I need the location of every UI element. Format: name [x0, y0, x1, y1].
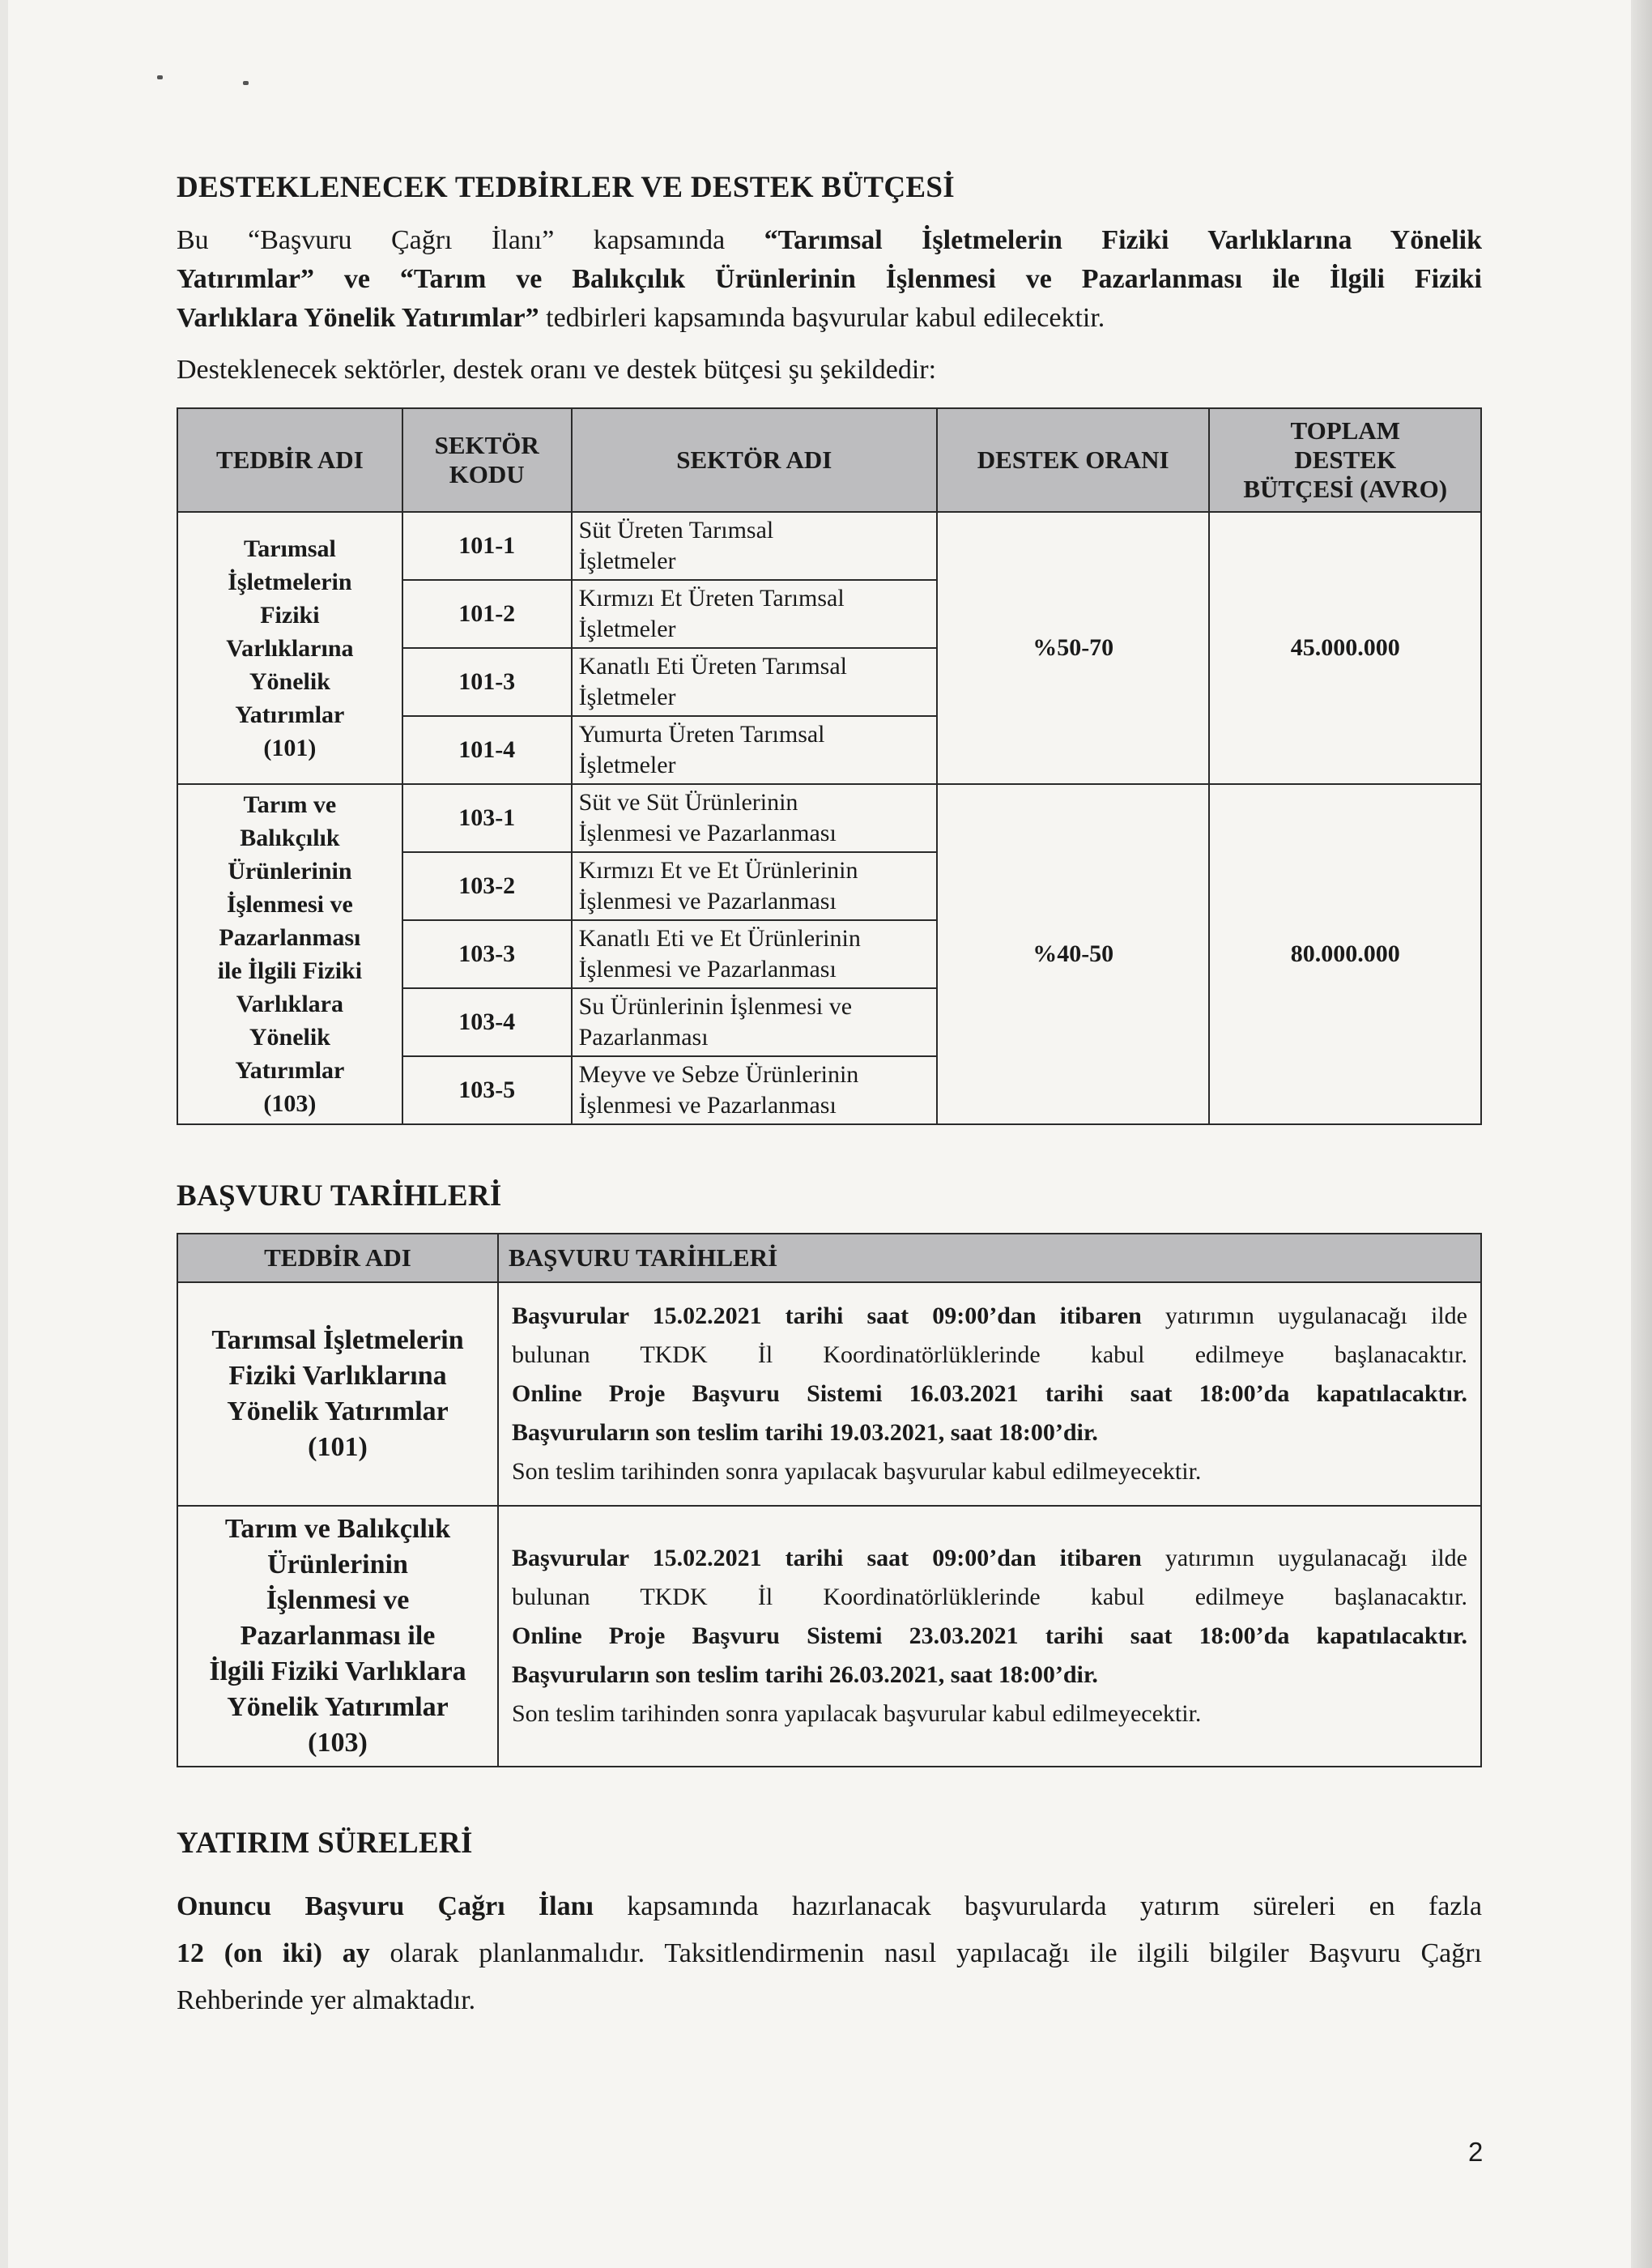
intro-text: Bu “Başvuru Çağrı İlanı” kapsamında [177, 225, 764, 255]
sector-name [572, 988, 937, 1056]
tedbir-name-line: Yönelik Yatırımlar [227, 1396, 449, 1426]
tedbir-name-line: (103) [308, 1728, 368, 1758]
intro-paragraph [177, 221, 1482, 338]
table-row [177, 1282, 1481, 1506]
scan-speck [243, 81, 249, 85]
sector-code: 103-3 [402, 920, 572, 988]
dates-line [512, 1297, 1467, 1336]
dates-line: bulunan TKDK İl Koordinatörlüklerinde kabul edilmeye başlanacaktır. [512, 1584, 1467, 1610]
sector-name [572, 580, 937, 648]
paragraph-text: olarak planlanmalıdır. Taksitlendirmenin nasıl yapılacağı ile ilgili bilgiler Başvuru Çağrı [369, 1938, 1483, 1968]
budget-103: 80.000.000 [1209, 784, 1481, 1124]
tedbir-name-101 [177, 1282, 498, 1506]
sector-name-line: İşlenmesi ve Pazarlanması [578, 820, 837, 846]
dates-line: Online Proje Başvuru Sistemi 23.03.2021 tarihi saat 18:00’da kapatılacaktır. [512, 1622, 1467, 1649]
tedbir-name-line: Balıkçılık [240, 825, 340, 851]
sector-name-line: Pazarlanması [578, 1024, 709, 1051]
sector-name-line: İşlenmesi ve Pazarlanması [578, 888, 837, 914]
section-title-tedbirler: DESTEKLENECEK TEDBİRLER VE DESTEK BÜTÇESİ [177, 171, 955, 204]
sector-code: 103-5 [402, 1056, 572, 1124]
paragraph-text: kapsamında hazırlanacak başvurularda yatırım süreleri en fazla [593, 1891, 1483, 1921]
application-dates-101 [498, 1282, 1481, 1506]
sector-name-line: Süt Üreten Tarımsal [578, 517, 774, 544]
dates-line: bulunan TKDK İl Koordinatörlüklerinde kabul edilmeye başlanacaktır. [512, 1341, 1467, 1368]
sector-name [572, 648, 937, 716]
sector-name-line: Kanatlı Eti ve Et Ürünlerinin [578, 925, 861, 952]
header-tedbir-adi: TEDBİR ADI [177, 408, 402, 512]
table-header-row [177, 408, 1481, 512]
tedbir-name-line: Tarım ve [243, 791, 337, 818]
application-dates-103 [498, 1506, 1481, 1767]
sector-code: 103-1 [402, 784, 572, 852]
header-text: SEKTÖR [434, 431, 539, 459]
page-number: 2 [1468, 2137, 1484, 2167]
dates-line [512, 1539, 1467, 1578]
sector-name-line: Kırmızı Et ve Et Ürünlerinin [578, 857, 858, 884]
dates-line: Başvuruların son teslim tarihi 19.03.2021, saat 18:00’dir. [512, 1419, 1098, 1446]
sector-name-line: Su Ürünlerinin İşlenmesi ve [578, 993, 853, 1020]
tedbir-name-101 [177, 512, 402, 784]
sector-code: 103-4 [402, 988, 572, 1056]
sector-name [572, 784, 937, 852]
header-destek-orani: DESTEK ORANI [937, 408, 1210, 512]
tedbir-name-line: ile İlgili Fiziki [217, 957, 363, 984]
sector-name [572, 1056, 937, 1124]
dates-line: Son teslim tarihinden sonra yapılacak başvurular kabul edilmeyecektir. [512, 1700, 1202, 1727]
tedbir-name-103 [177, 1506, 498, 1767]
header-tedbir-adi: TEDBİR ADI [177, 1234, 498, 1282]
sector-name-line: Kırmızı Et Üreten Tarımsal [578, 585, 845, 612]
tedbir-name-line: Yatırımlar [235, 1057, 345, 1084]
table-lead-text: Desteklenecek sektörler, destek oranı ve destek bütçesi şu şekildedir: [177, 355, 937, 385]
tedbir-name-line: Yönelik Yatırımlar [227, 1692, 449, 1722]
tedbir-name-line: Yönelik [249, 667, 330, 695]
sector-name-line: Kanatlı Eti Üreten Tarımsal [578, 653, 847, 680]
section-title-yatirim-sureleri: YATIRIM SÜRELERİ [177, 1827, 473, 1860]
sector-name-line: İşletmeler [578, 752, 676, 778]
header-sektor-kodu [402, 408, 572, 512]
dates-line: Online Proje Başvuru Sistemi 16.03.2021 tarihi saat 18:00’da kapatılacaktır. [512, 1380, 1467, 1407]
application-dates-table [177, 1233, 1482, 1767]
document-body [177, 170, 1482, 2024]
tedbir-name-line: İşlenmesi ve [226, 891, 353, 918]
sector-name-line: İşletmeler [578, 684, 676, 710]
dates-line: Başvuruların son teslim tarihi 26.03.2021, saat 18:00’dir. [512, 1661, 1098, 1688]
sector-name-line: Meyve ve Sebze Ürünlerinin [578, 1061, 859, 1088]
tedbir-name-line: Tarım ve Balıkçılık [224, 1514, 451, 1544]
paragraph-line [177, 1883, 1482, 1930]
sector-name-line: Yumurta Üreten Tarımsal [578, 721, 825, 748]
intro-text: tedbirleri kapsamında başvurular kabul edilecektir. [539, 303, 1105, 333]
intro-bold-text: Yatırımlar” ve “Tarım ve Balıkçılık Ürünlerinin İşlenmesi ve Pazarlanması ile İlgili Fiziki [177, 264, 1482, 294]
tedbir-name-line: Fiziki Varlıklarına [228, 1361, 447, 1391]
header-basvuru-tarihleri: BAŞVURU TARİHLERİ [498, 1234, 1481, 1282]
table-row [177, 1506, 1481, 1767]
sector-name [572, 716, 937, 784]
table-header-row [177, 1234, 1481, 1282]
dates-bold-text: Başvurular 15.02.2021 tarihi saat 09:00’dan itibaren [512, 1545, 1142, 1571]
tedbir-name-line: Tarımsal İşletmelerin [211, 1325, 464, 1355]
tedbir-name-line: Yönelik [249, 1024, 330, 1051]
intro-line-2 [177, 260, 1482, 299]
header-text: KODU [449, 460, 525, 488]
intro-line-1 [177, 221, 1482, 260]
sector-name-line: İşletmeler [578, 548, 676, 574]
tedbir-name-line: (101) [308, 1432, 368, 1462]
tedbir-name-line: İşletmelerin [228, 568, 352, 595]
tedbir-name-line: (103) [263, 1090, 317, 1117]
paragraph-line [177, 1930, 1482, 1977]
sector-name-line: Süt ve Süt Ürünlerinin [578, 789, 798, 816]
dates-bold-text: Başvurular 15.02.2021 tarihi saat 09:00’dan itibaren [512, 1302, 1142, 1329]
sector-name [572, 852, 937, 920]
scan-speck [157, 75, 163, 79]
sector-name [572, 920, 937, 988]
header-text: DESTEK [1294, 446, 1397, 474]
tedbir-name-line: İşlenmesi ve [266, 1585, 410, 1615]
sector-code: 101-1 [402, 512, 572, 580]
support-rate-103: %40-50 [937, 784, 1210, 1124]
tedbir-name-line: Fiziki [260, 601, 320, 629]
tedbir-name-line: Ürünlerinin [267, 1550, 408, 1580]
support-budget-table [177, 407, 1482, 1125]
tedbir-name-line: Varlıklara [236, 991, 343, 1017]
header-sektor-adi: SEKTÖR ADI [572, 408, 937, 512]
dates-line: Son teslim tarihinden sonra yapılacak başvurular kabul edilmeyecektir. [512, 1458, 1202, 1485]
tedbir-name-103 [177, 784, 402, 1124]
budget-101: 45.000.000 [1209, 512, 1481, 784]
intro-line-3 [177, 299, 1482, 338]
table-row [177, 784, 1481, 852]
tedbir-name-line: (101) [263, 734, 317, 761]
paragraph-bold-text: 12 (on iki) ay [177, 1938, 370, 1968]
tedbir-name-line: Pazarlanması ile [240, 1621, 436, 1651]
tedbir-name-line: Yatırımlar [235, 701, 345, 728]
header-text: BÜTÇESİ (AVRO) [1243, 475, 1448, 503]
table-row [177, 512, 1481, 580]
sector-name-line: İşletmeler [578, 616, 676, 642]
dates-text: yatırımın uygulanacağı ilde [1141, 1302, 1467, 1329]
sector-name-line: İşlenmesi ve Pazarlanması [578, 956, 837, 983]
support-rate-101: %50-70 [937, 512, 1210, 784]
sector-name-line: İşlenmesi ve Pazarlanması [578, 1092, 837, 1119]
sector-code: 101-3 [402, 648, 572, 716]
section-title-basvuru-tarihleri: BAŞVURU TARİHLERİ [177, 1179, 502, 1213]
tedbir-name-line: İlgili Fiziki Varlıklara [209, 1656, 466, 1686]
scan-edge-left [0, 0, 8, 2268]
sector-name [572, 512, 937, 580]
sector-code: 103-2 [402, 852, 572, 920]
paragraph-line: Rehberinde yer almaktadır. [177, 1985, 476, 2015]
paragraph-bold-text: Onuncu Başvuru Çağrı İlanı [177, 1891, 594, 1921]
tedbir-name-line: Tarımsal [243, 535, 336, 562]
sector-code: 101-2 [402, 580, 572, 648]
scan-edge-right [1631, 0, 1652, 2268]
dates-text: yatırımın uygulanacağı ilde [1141, 1545, 1467, 1571]
tedbir-name-line: Ürünlerinin [228, 858, 352, 885]
investment-period-paragraph [177, 1883, 1482, 2024]
header-text: TOPLAM [1290, 416, 1400, 445]
intro-bold-text: Varlıklara Yönelik Yatırımlar” [177, 303, 539, 333]
header-toplam-butce [1209, 408, 1481, 512]
tedbir-name-line: Pazarlanması [219, 924, 361, 951]
sector-code: 101-4 [402, 716, 572, 784]
intro-bold-text: “Tarımsal İşletmelerin Fiziki Varlıklarına Yönelik [764, 225, 1482, 255]
tedbir-name-line: Varlıklarına [226, 634, 354, 662]
